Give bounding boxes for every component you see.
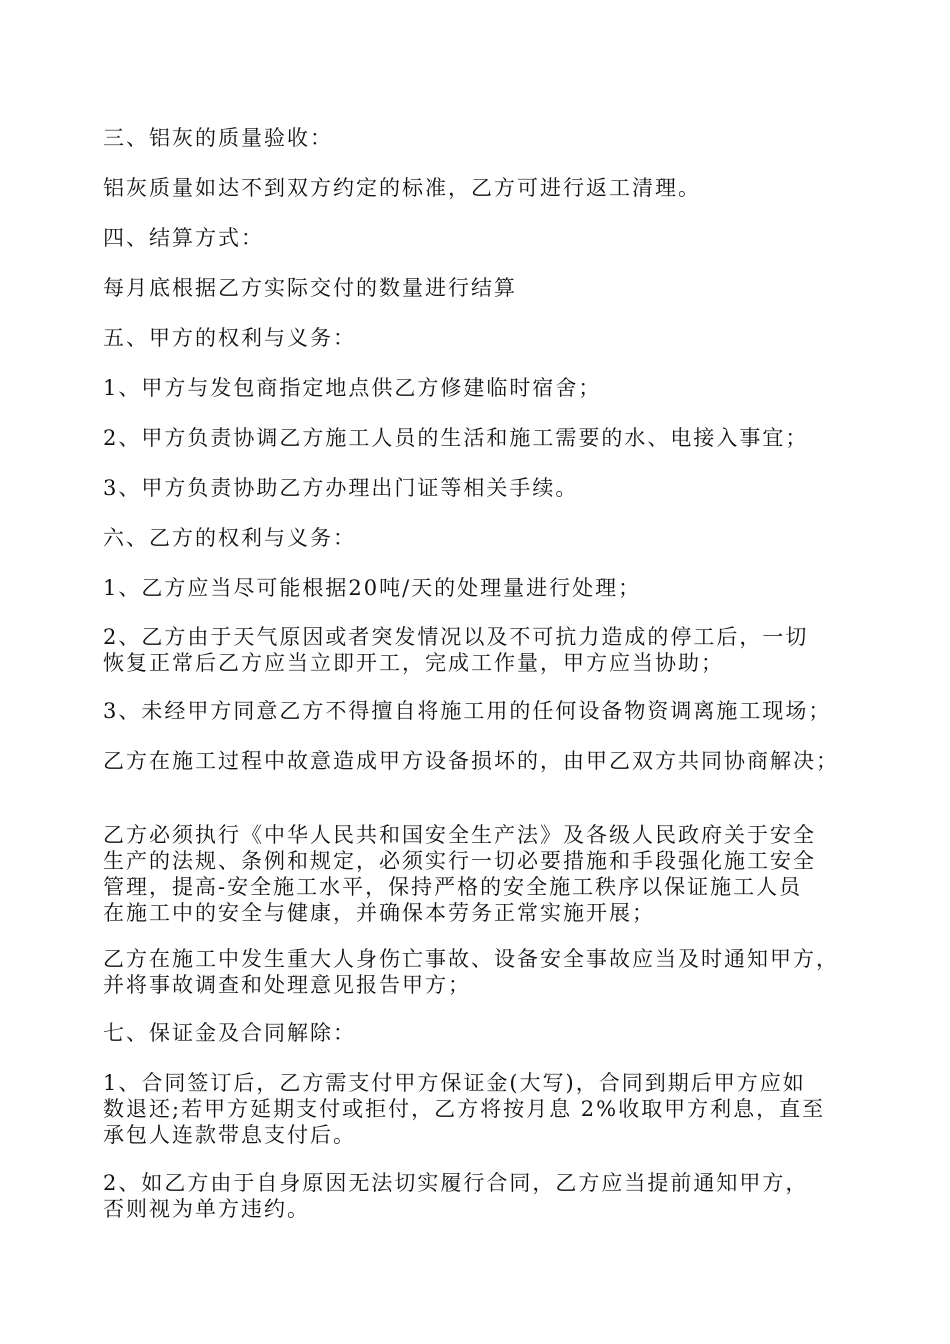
list-item-deposit-1 <box>103 1070 863 1148</box>
paragraph-line: 否则视为单方违约。 <box>103 1197 310 1221</box>
paragraph-line: 承包人连款带息支付后。 <box>103 1123 356 1147</box>
section-heading-deposit: 七、保证金及合同解除： <box>103 1021 356 1045</box>
paragraph-quality: 铝灰质量如达不到双方约定的标准，乙方可进行返工清理。 <box>103 176 701 200</box>
list-item-party-a-1: 1、甲方与发包商指定地点供乙方修建临时宿舍； <box>103 376 602 400</box>
paragraph-settlement: 每月底根据乙方实际交付的数量进行结算 <box>103 276 517 300</box>
paragraph-line: 在施工中的安全与健康，并确保本劳务正常实施开展； <box>103 901 655 925</box>
list-item-party-b-2 <box>103 624 863 676</box>
paragraph-line: 乙方必须执行《中华人民共和国安全生产法》及各级人民政府关于安全 <box>103 823 816 847</box>
paragraph-line: 乙方在施工中发生重大人身伤亡事故、设备安全事故应当及时通知甲方， <box>103 947 839 971</box>
paragraph-safety <box>103 822 863 926</box>
paragraph-equipment-damage: 乙方在施工过程中故意造成甲方设备损坏的，由甲乙双方共同协商解决； <box>103 749 839 773</box>
paragraph-line: 生产的法规、条例和规定，必须实行一切必要措施和手段强化施工安全 <box>103 849 816 873</box>
section-heading-party-a: 五、甲方的权利与义务： <box>103 326 356 350</box>
paragraph-line: 1、合同签订后，乙方需支付甲方保证金(大写)，合同到期后甲方应如 <box>103 1071 806 1095</box>
list-item-party-a-2: 2、甲方负责协调乙方施工人员的生活和施工需要的水、电接入事宜； <box>103 426 809 450</box>
list-item-party-b-3: 3、未经甲方同意乙方不得擅自将施工用的任何设备物资调离施工现场； <box>103 699 832 723</box>
paragraph-line: 并将事故调查和处理意见报告甲方； <box>103 973 471 997</box>
section-heading-quality: 三、铝灰的质量验收： <box>103 126 333 150</box>
list-item-party-a-3: 3、甲方负责协助乙方办理出门证等相关手续。 <box>103 476 579 500</box>
paragraph-line: 2、如乙方由于自身原因无法切实履行合同，乙方应当提前通知甲方， <box>103 1171 809 1195</box>
paragraph-accident <box>103 946 863 998</box>
section-heading-party-b: 六、乙方的权利与义务： <box>103 526 356 550</box>
paragraph-line: 恢复正常后乙方应当立即开工，完成工作量，甲方应当协助； <box>103 651 724 675</box>
paragraph-line: 2、乙方由于天气原因或者突发情况以及不可抗力造成的停工后，一切 <box>103 625 809 649</box>
list-item-deposit-2 <box>103 1170 863 1222</box>
section-heading-settlement: 四、结算方式： <box>103 226 264 250</box>
paragraph-line: 管理，提高-安全施工水平，保持严格的安全施工秩序以保证施工人员 <box>103 875 803 899</box>
paragraph-line: 数退还;若甲方延期支付或拒付，乙方将按月息 2%收取甲方利息，直至 <box>103 1097 826 1121</box>
list-item-party-b-1: 1、乙方应当尽可能根据20吨/天的处理量进行处理； <box>103 576 642 600</box>
